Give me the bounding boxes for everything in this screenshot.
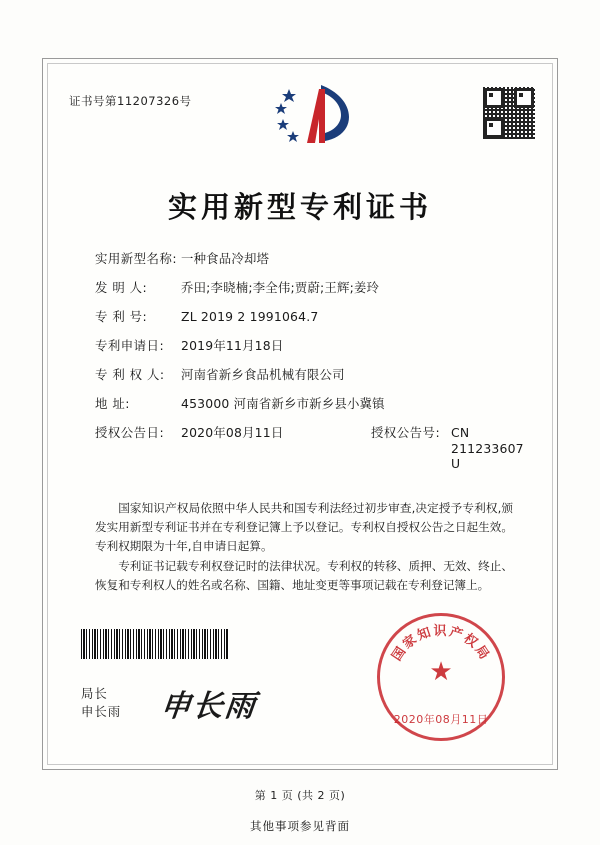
qr-code-icon [483,87,535,139]
signature-block [81,685,121,721]
certificate-fields [95,251,524,485]
certificate-frame [42,58,558,802]
field-value: 河南省新乡食品机械有限公司 [181,367,345,382]
seal-date: 2020年08月11日 [393,713,489,726]
field-value: ZL 2019 2 1991064.7 [181,309,319,324]
field-row [95,280,517,296]
field-label-secondary: 授权公告号: [371,425,441,440]
national-emblem-icon: ★ [429,656,453,687]
field-label: 授权公告日: [95,425,165,440]
field-row [95,396,517,412]
legal-paragraph: 国家知识产权局依照中华人民共和国专利法经过初步审查,决定授予专利权,颁发实用新型专利证书并在专利登记簿上予以登记。专利权自授权公告之日起生效。专利权期限为十年,自申请日起算。 [95,501,513,553]
field-value: 一种食品冷却塔 [181,251,270,266]
field-row [95,367,517,383]
handwritten-signature: 申长雨 [158,689,259,724]
legal-text [95,499,513,597]
director-role-label: 局长 [81,686,108,702]
field-row [95,251,517,267]
field-label: 实用新型名称: [95,251,178,266]
field-value: 2019年11月18日 [181,338,284,353]
legal-paragraph: 专利证书记载专利权登记时的法律状况。专利权的转移、质押、无效、终止、恢复和专利权人的姓名或名称、国籍、地址变更等事项记载在专利登记簿上。 [95,559,513,593]
seal-top-text: 国家知识产权局 [389,624,493,664]
field-label: 专利申请日: [95,338,165,353]
field-label: 发 明 人: [95,280,148,295]
field-value: 453000 河南省新乡市新乡县小冀镇 [181,396,385,411]
official-seal [377,613,505,741]
cnipa-logo-icon [275,81,361,147]
field-value-secondary: CN 211233607 U [451,425,524,471]
page-number: 第 1 页 (共 2 页) [254,789,346,802]
field-row [95,338,517,354]
certificate-number: 证书号第11207326号 [69,94,192,108]
field-label: 专 利 号: [95,309,148,324]
field-label: 地 址: [95,396,130,411]
field-row [95,309,517,325]
footer-note: 其他事项参见背面 [250,819,350,833]
director-name-label: 申长雨 [81,704,122,720]
field-row-publication [95,425,524,472]
field-value: 2020年08月11日 [181,425,284,440]
field-label: 专 利 权 人: [95,367,165,382]
barcode-icon [81,629,229,659]
field-value: 乔田;李晓楠;李全伟;贾蔚;王辉;姜玲 [181,280,380,295]
page-title: 实用新型专利证书 [167,190,432,224]
